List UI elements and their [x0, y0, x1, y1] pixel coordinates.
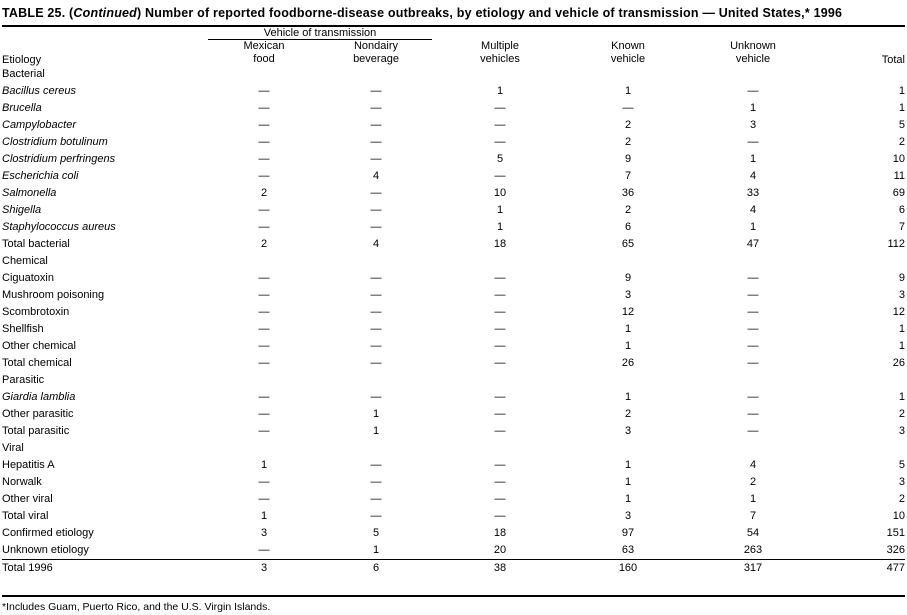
- row-value: 1: [372, 408, 380, 420]
- section-empty-cell: [568, 372, 688, 389]
- section-empty-cell: [432, 253, 568, 270]
- table-row: [2, 168, 905, 185]
- section-header-row: [2, 66, 905, 83]
- row-value: 11: [893, 170, 905, 182]
- row-value: 1: [624, 340, 632, 352]
- table-body: [2, 66, 905, 577]
- row-value: 97: [621, 527, 635, 539]
- table-row: [2, 560, 905, 578]
- row-value: 151: [886, 527, 905, 539]
- row-value: 1: [624, 493, 632, 505]
- row-value: —: [494, 119, 506, 131]
- row-value: —: [370, 306, 382, 318]
- row-value: —: [258, 170, 270, 182]
- table-header: [2, 27, 905, 66]
- table-row: [2, 219, 905, 236]
- header-group-vehicle: Vehicle of transmission: [208, 27, 432, 40]
- title-suffix: ) Number of reported foodborne-disease outbreaks, by etiology and vehicle of transmission — United States,* 1996: [137, 6, 843, 20]
- row-value: 2: [260, 187, 268, 199]
- row-label: Brucella: [2, 102, 42, 114]
- row-value: —: [258, 85, 270, 97]
- header-group-spacer: [2, 27, 208, 40]
- table-row: [2, 236, 905, 253]
- row-label: Total 1996: [2, 560, 208, 578]
- row-label: Total bacterial: [2, 238, 70, 250]
- row-value: 1: [624, 85, 632, 97]
- row-value: 2: [624, 204, 632, 216]
- row-value: —: [370, 289, 382, 301]
- section-label: Parasitic: [2, 374, 45, 386]
- row-value: —: [747, 85, 759, 97]
- header-nondairy-line1: Nondairy: [353, 39, 399, 52]
- row-value: 4: [749, 204, 757, 216]
- header-total: Total: [881, 54, 905, 66]
- table-row: [2, 457, 905, 474]
- row-value: —: [747, 425, 759, 437]
- row-label: Campylobacter: [2, 119, 76, 131]
- row-label: Other parasitic: [2, 408, 74, 420]
- row-value: —: [494, 102, 506, 114]
- table-footnote: *Includes Guam, Puerto Rico, and the U.S. Virgin Islands.: [2, 601, 271, 613]
- row-value: —: [494, 272, 506, 284]
- row-value: —: [747, 323, 759, 335]
- row-value: 2: [624, 136, 632, 148]
- row-value: —: [258, 136, 270, 148]
- row-value: 1: [372, 544, 380, 556]
- row-value: 5: [898, 459, 905, 471]
- row-value: 10: [892, 153, 905, 165]
- row-label: Unknown etiology: [2, 544, 89, 556]
- table-row: [2, 491, 905, 508]
- row-value: 20: [493, 544, 507, 556]
- row-value: —: [258, 221, 270, 233]
- row-value: 26: [892, 357, 905, 369]
- row-value: —: [370, 340, 382, 352]
- row-value: —: [258, 306, 270, 318]
- header-known-line1: Known: [611, 39, 645, 52]
- row-value: 47: [746, 238, 760, 250]
- row-value: —: [494, 510, 506, 522]
- row-value: —: [258, 323, 270, 335]
- row-value: —: [494, 357, 506, 369]
- row-value: 9: [624, 153, 632, 165]
- row-label: Other chemical: [2, 340, 76, 352]
- section-empty-cell: [208, 440, 320, 457]
- bottom-rule: [2, 595, 905, 597]
- row-value: —: [494, 391, 506, 403]
- row-value: 317: [688, 560, 818, 578]
- section-empty-cell: [818, 66, 905, 83]
- row-value: —: [622, 102, 634, 114]
- row-value: 1: [372, 425, 380, 437]
- section-empty-cell: [688, 372, 818, 389]
- row-label: Escherichia coli: [2, 170, 79, 182]
- row-value: 1: [898, 102, 905, 114]
- row-value: —: [747, 289, 759, 301]
- section-header-row: [2, 253, 905, 270]
- section-empty-cell: [208, 253, 320, 270]
- row-value: 2: [624, 119, 632, 131]
- row-value: —: [494, 476, 506, 488]
- section-empty-cell: [688, 440, 818, 457]
- row-value: —: [370, 476, 382, 488]
- row-label: Mushroom poisoning: [2, 289, 105, 301]
- row-value: —: [258, 408, 270, 420]
- row-value: —: [370, 102, 382, 114]
- section-header-row: [2, 440, 905, 457]
- section-empty-cell: [568, 66, 688, 83]
- row-value: —: [258, 272, 270, 284]
- row-value: 3: [260, 527, 268, 539]
- row-value: 3: [624, 510, 632, 522]
- row-value: 5: [898, 119, 905, 131]
- row-value: —: [747, 391, 759, 403]
- row-value: 6: [898, 204, 905, 216]
- row-value: 36: [621, 187, 635, 199]
- row-value: 9: [624, 272, 632, 284]
- row-value: 3: [624, 289, 632, 301]
- header-multiple-line2: vehicles: [480, 52, 520, 65]
- table-row: [2, 525, 905, 542]
- row-value: 65: [621, 238, 635, 250]
- table-row: [2, 83, 905, 100]
- row-value: 33: [746, 187, 760, 199]
- row-value: 1: [898, 323, 905, 335]
- row-value: 3: [898, 289, 905, 301]
- table-row: [2, 423, 905, 440]
- row-value: 4: [749, 170, 757, 182]
- row-value: 1: [749, 102, 757, 114]
- row-value: —: [370, 221, 382, 233]
- row-value: —: [494, 306, 506, 318]
- row-value: 7: [624, 170, 632, 182]
- row-value: —: [258, 102, 270, 114]
- row-value: —: [747, 408, 759, 420]
- row-value: —: [747, 272, 759, 284]
- header-known-line2: vehicle: [610, 52, 646, 65]
- row-value: 6: [320, 560, 432, 578]
- row-label: Total parasitic: [2, 425, 70, 437]
- section-empty-cell: [432, 372, 568, 389]
- row-value: 9: [898, 272, 905, 284]
- row-label: Scombrotoxin: [2, 306, 70, 318]
- row-value: —: [258, 391, 270, 403]
- section-empty-cell: [320, 253, 432, 270]
- title-continued: Continued: [73, 6, 138, 20]
- table-row: [2, 338, 905, 355]
- row-value: —: [258, 153, 270, 165]
- table-row: [2, 508, 905, 525]
- table-row: [2, 202, 905, 219]
- section-label: Viral: [2, 442, 24, 454]
- row-value: 69: [892, 187, 905, 199]
- row-value: 7: [898, 221, 905, 233]
- section-empty-cell: [568, 253, 688, 270]
- row-value: 160: [568, 560, 688, 578]
- row-value: 6: [624, 221, 632, 233]
- row-value: 2: [624, 408, 632, 420]
- table-row: [2, 151, 905, 168]
- row-value: —: [494, 323, 506, 335]
- row-label: Salmonella: [2, 187, 57, 199]
- row-value: 2: [749, 476, 757, 488]
- header-group-row: [2, 27, 905, 40]
- header-unknown-vehicle: [688, 39, 818, 66]
- row-value: 3: [749, 119, 757, 131]
- header-mexican-food-line1: Mexican: [243, 39, 285, 52]
- section-empty-cell: [320, 372, 432, 389]
- row-value: —: [258, 119, 270, 131]
- section-empty-cell: [818, 253, 905, 270]
- header-etiology: Etiology: [2, 54, 42, 66]
- section-label: Chemical: [2, 255, 48, 267]
- header-mexican-food-line2: food: [253, 52, 275, 65]
- row-value: 4: [372, 238, 380, 250]
- row-label: Giardia lamblia: [2, 391, 76, 403]
- header-known-vehicle: [568, 39, 688, 66]
- row-value: —: [370, 272, 382, 284]
- row-value: 38: [432, 560, 568, 578]
- row-value: —: [494, 340, 506, 352]
- section-empty-cell: [568, 440, 688, 457]
- section-empty-cell: [320, 440, 432, 457]
- row-value: 2: [898, 136, 905, 148]
- row-value: 1: [624, 391, 632, 403]
- row-value: 7: [749, 510, 757, 522]
- row-value: —: [258, 544, 270, 556]
- header-unknown-line2: vehicle: [735, 52, 771, 65]
- row-value: 1: [496, 85, 504, 97]
- row-label: Clostridium perfringens: [2, 153, 116, 165]
- row-value: —: [494, 408, 506, 420]
- row-value: 18: [493, 527, 507, 539]
- row-label: Shellfish: [2, 323, 44, 335]
- row-label: Shigella: [2, 204, 42, 216]
- row-value: 3: [898, 425, 905, 437]
- row-label: Staphylococcus aureus: [2, 221, 116, 233]
- row-value: —: [494, 425, 506, 437]
- row-value: 1: [898, 340, 905, 352]
- row-value: —: [258, 357, 270, 369]
- row-label: Hepatitis A: [2, 459, 55, 471]
- section-empty-cell: [432, 440, 568, 457]
- table-row: [2, 117, 905, 134]
- row-value: —: [258, 476, 270, 488]
- row-value: —: [370, 493, 382, 505]
- outbreaks-table: [2, 27, 905, 577]
- table-row: [2, 134, 905, 151]
- table-row: [2, 406, 905, 423]
- row-value: 1: [624, 323, 632, 335]
- row-value: 12: [892, 306, 905, 318]
- row-value: —: [258, 340, 270, 352]
- row-label: Clostridium botulinum: [2, 136, 108, 148]
- row-value: —: [370, 85, 382, 97]
- header-multiple-vehicles: [432, 39, 568, 66]
- row-label: Other viral: [2, 493, 53, 505]
- row-value: 1: [624, 476, 632, 488]
- row-value: —: [370, 119, 382, 131]
- row-value: 2: [898, 493, 905, 505]
- row-value: —: [370, 136, 382, 148]
- row-value: 1: [749, 221, 757, 233]
- table-title: [0, 0, 907, 24]
- row-value: 10: [892, 510, 905, 522]
- header-nondairy-beverage: [320, 39, 432, 66]
- row-value: —: [494, 136, 506, 148]
- row-value: 326: [886, 544, 905, 556]
- row-value: 26: [621, 357, 635, 369]
- row-value: —: [494, 170, 506, 182]
- header-nondairy-line2: beverage: [353, 52, 399, 65]
- row-value: —: [370, 459, 382, 471]
- row-value: 3: [208, 560, 320, 578]
- row-value: 1: [260, 459, 268, 471]
- title-prefix: TABLE 25. (: [2, 6, 74, 20]
- table-row: [2, 100, 905, 117]
- row-value: —: [494, 289, 506, 301]
- row-label: Total chemical: [2, 357, 72, 369]
- row-value: —: [258, 204, 270, 216]
- row-value: 1: [496, 204, 504, 216]
- row-value: —: [747, 357, 759, 369]
- header-mexican-food: [208, 39, 320, 66]
- section-label: Bacterial: [2, 68, 45, 80]
- row-value: 1: [260, 510, 268, 522]
- row-value: 63: [621, 544, 635, 556]
- row-value: 1: [898, 85, 905, 97]
- row-label: Bacillus cereus: [2, 85, 76, 97]
- row-value: —: [747, 136, 759, 148]
- row-value: 10: [493, 187, 507, 199]
- row-value: 1: [624, 459, 632, 471]
- table-row: [2, 185, 905, 202]
- row-value: 18: [493, 238, 507, 250]
- header-unknown-line1: Unknown: [730, 39, 776, 52]
- row-value: —: [370, 391, 382, 403]
- row-value: —: [370, 204, 382, 216]
- row-value: 5: [496, 153, 504, 165]
- row-value: 4: [749, 459, 757, 471]
- row-value: 263: [743, 544, 763, 556]
- table-row: [2, 474, 905, 491]
- row-value: —: [370, 187, 382, 199]
- row-value: 2: [260, 238, 268, 250]
- row-value: —: [747, 340, 759, 352]
- table-row: [2, 389, 905, 406]
- table-row: [2, 542, 905, 560]
- row-value: 12: [621, 306, 635, 318]
- section-empty-cell: [208, 372, 320, 389]
- row-value: —: [258, 289, 270, 301]
- row-value: 5: [372, 527, 380, 539]
- row-value: 1: [898, 391, 905, 403]
- row-value: 54: [746, 527, 760, 539]
- row-value: —: [747, 306, 759, 318]
- section-empty-cell: [818, 440, 905, 457]
- row-value: 1: [496, 221, 504, 233]
- row-value: 112: [887, 238, 905, 250]
- section-empty-cell: [688, 253, 818, 270]
- section-empty-cell: [320, 66, 432, 83]
- table-row: [2, 321, 905, 338]
- header-label-row: [2, 39, 905, 66]
- row-value: 2: [898, 408, 905, 420]
- row-value: 1: [749, 493, 757, 505]
- row-value: 3: [624, 425, 632, 437]
- row-value: —: [494, 493, 506, 505]
- row-value: 1: [749, 153, 757, 165]
- section-empty-cell: [432, 66, 568, 83]
- row-value: 3: [898, 476, 905, 488]
- row-value: 4: [372, 170, 380, 182]
- row-value: —: [370, 357, 382, 369]
- row-label: Total viral: [2, 510, 49, 522]
- row-value: 477: [818, 560, 905, 578]
- row-value: —: [370, 510, 382, 522]
- row-label: Ciguatoxin: [2, 272, 54, 284]
- table-row: [2, 270, 905, 287]
- header-group-spacer-2: [432, 27, 905, 40]
- table-row: [2, 304, 905, 321]
- header-multiple-line1: Multiple: [481, 39, 519, 52]
- section-empty-cell: [688, 66, 818, 83]
- table-row: [2, 287, 905, 304]
- row-label: Confirmed etiology: [2, 527, 94, 539]
- row-value: —: [370, 153, 382, 165]
- row-label: Norwalk: [2, 476, 42, 488]
- section-header-row: [2, 372, 905, 389]
- row-value: —: [370, 323, 382, 335]
- table-row: [2, 355, 905, 372]
- row-value: —: [258, 425, 270, 437]
- section-empty-cell: [818, 372, 905, 389]
- section-empty-cell: [208, 66, 320, 83]
- row-value: —: [258, 493, 270, 505]
- row-value: —: [494, 459, 506, 471]
